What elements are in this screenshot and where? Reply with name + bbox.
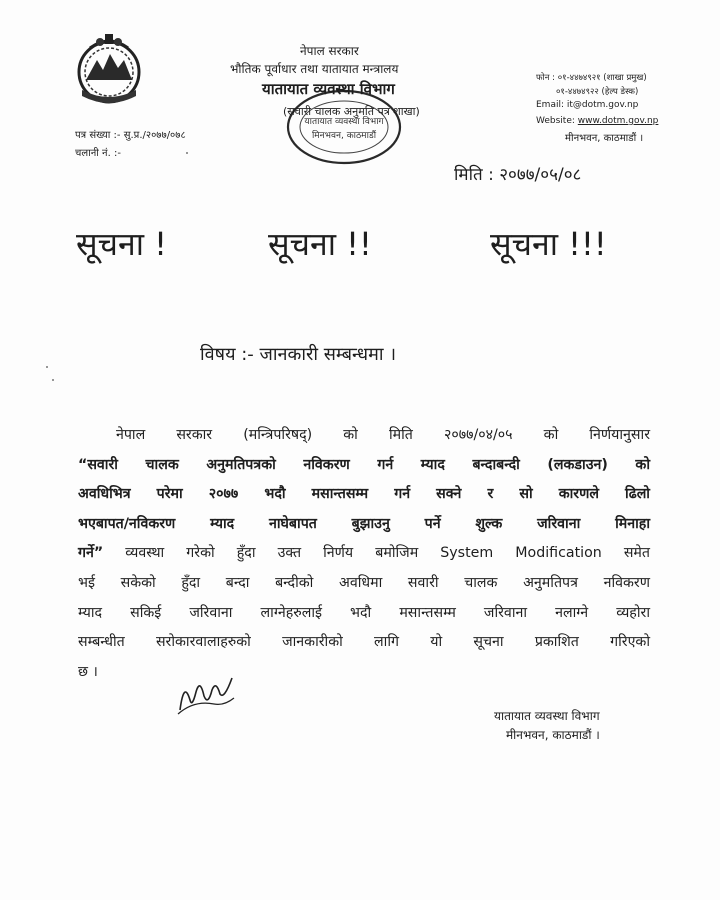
letterhead-ministry: भौतिक पूर्वाधार तथा यातायात मन्त्रालय <box>230 62 399 76</box>
letterhead-government: नेपाल सरकार <box>300 44 359 58</box>
body-line-7: म्याद सकिई जरिवाना लाग्नेहरुलाई भदौ मसान्तसम्म जरिवाना नलाग्ने व्यहोरा <box>78 604 650 621</box>
body-line-8: सम्बन्धीत सरोकारवालाहरुको जानकारीको लागि यो सूचना प्रकाशित गरिएको <box>78 634 650 651</box>
letterhead-section: (सवारी चालक अनुमति पत्र शाखा) <box>283 105 420 118</box>
scan-speck <box>186 152 188 154</box>
notice-heading-3: सूचना !!! <box>490 225 607 263</box>
body-line-5 <box>78 539 650 569</box>
scan-speck <box>52 379 54 381</box>
body-line-6: भई सकेको हुँदा बन्दा बन्दीको अवधिमा सवारी चालक अनुमतिपत्र नविकरण <box>78 574 650 591</box>
signature-icon <box>174 670 238 718</box>
subject-line: विषय :- जानकारी सम्बन्धमा । <box>200 344 397 365</box>
contact-phone2: ०१-४४७४९२२ (हेल्प डेस्क) <box>556 87 639 97</box>
stamp-line2: मिनभवन, काठमाडौं <box>311 131 377 141</box>
letterhead-department: यातायात व्यवस्था विभाग <box>262 80 395 98</box>
office-stamp-icon <box>285 88 403 166</box>
body-line-5-bold: गर्ने” <box>78 545 104 562</box>
contact-address: मीनभवन, काठमाडौं । <box>565 133 644 144</box>
dispatch-number: चलानी नं. :- <box>75 148 121 159</box>
website-label: Website: <box>536 116 578 126</box>
body-line-9: छ । <box>78 663 98 680</box>
contact-phone1: फोन : ०१-४४७४९२१ (शाखा प्रमुख) <box>536 73 647 83</box>
notice-heading-2: सूचना !! <box>268 225 372 263</box>
nepal-government-emblem-icon <box>70 30 148 114</box>
body-line-5-rest: व्यवस्था गरेको हुँदा उक्त निर्णय बमोजिम System Modification समेत <box>103 545 650 562</box>
website-link[interactable]: www.dotm.gov.np <box>577 116 659 126</box>
body-line-1: नेपाल सरकार (मन्त्रिपरिषद्) को मिति २०७७/०४/०५ को निर्णयानुसार <box>116 427 650 443</box>
contact-website <box>536 116 658 126</box>
reference-number: पत्र संख्या :- सु.प्र./२०७७/०७८ <box>75 130 186 141</box>
signoff-office: यातायात व्यवस्था विभाग <box>494 709 600 723</box>
notice-body <box>78 421 650 687</box>
contact-email: Email: it@dotm.gov.np <box>536 100 639 110</box>
body-line-3: अवधिभित्र परेमा २०७७ भदौ मसान्तसम्म गर्न सक्ने र सो कारणले ढिलो <box>78 486 650 503</box>
body-line-4: भएबापत/नविकरण म्याद नाघेबापत बुझाउनु पर्ने शुल्क जरिवाना मिनाहा <box>78 515 650 532</box>
notice-heading-1: सूचना ! <box>76 225 168 263</box>
body-line-2: “सवारी चालक अनुमतिपत्रको नविकरण गर्न म्याद बन्दाबन्दी (लकडाउन) को <box>78 456 650 473</box>
letter-date: मिति : २०७७/०५/०८ <box>454 165 582 185</box>
scan-speck <box>46 366 48 368</box>
stamp-line1: यातायात व्यवस्था विभाग <box>304 117 384 127</box>
signoff-address: मीनभवन, काठमाडौं । <box>506 728 600 742</box>
